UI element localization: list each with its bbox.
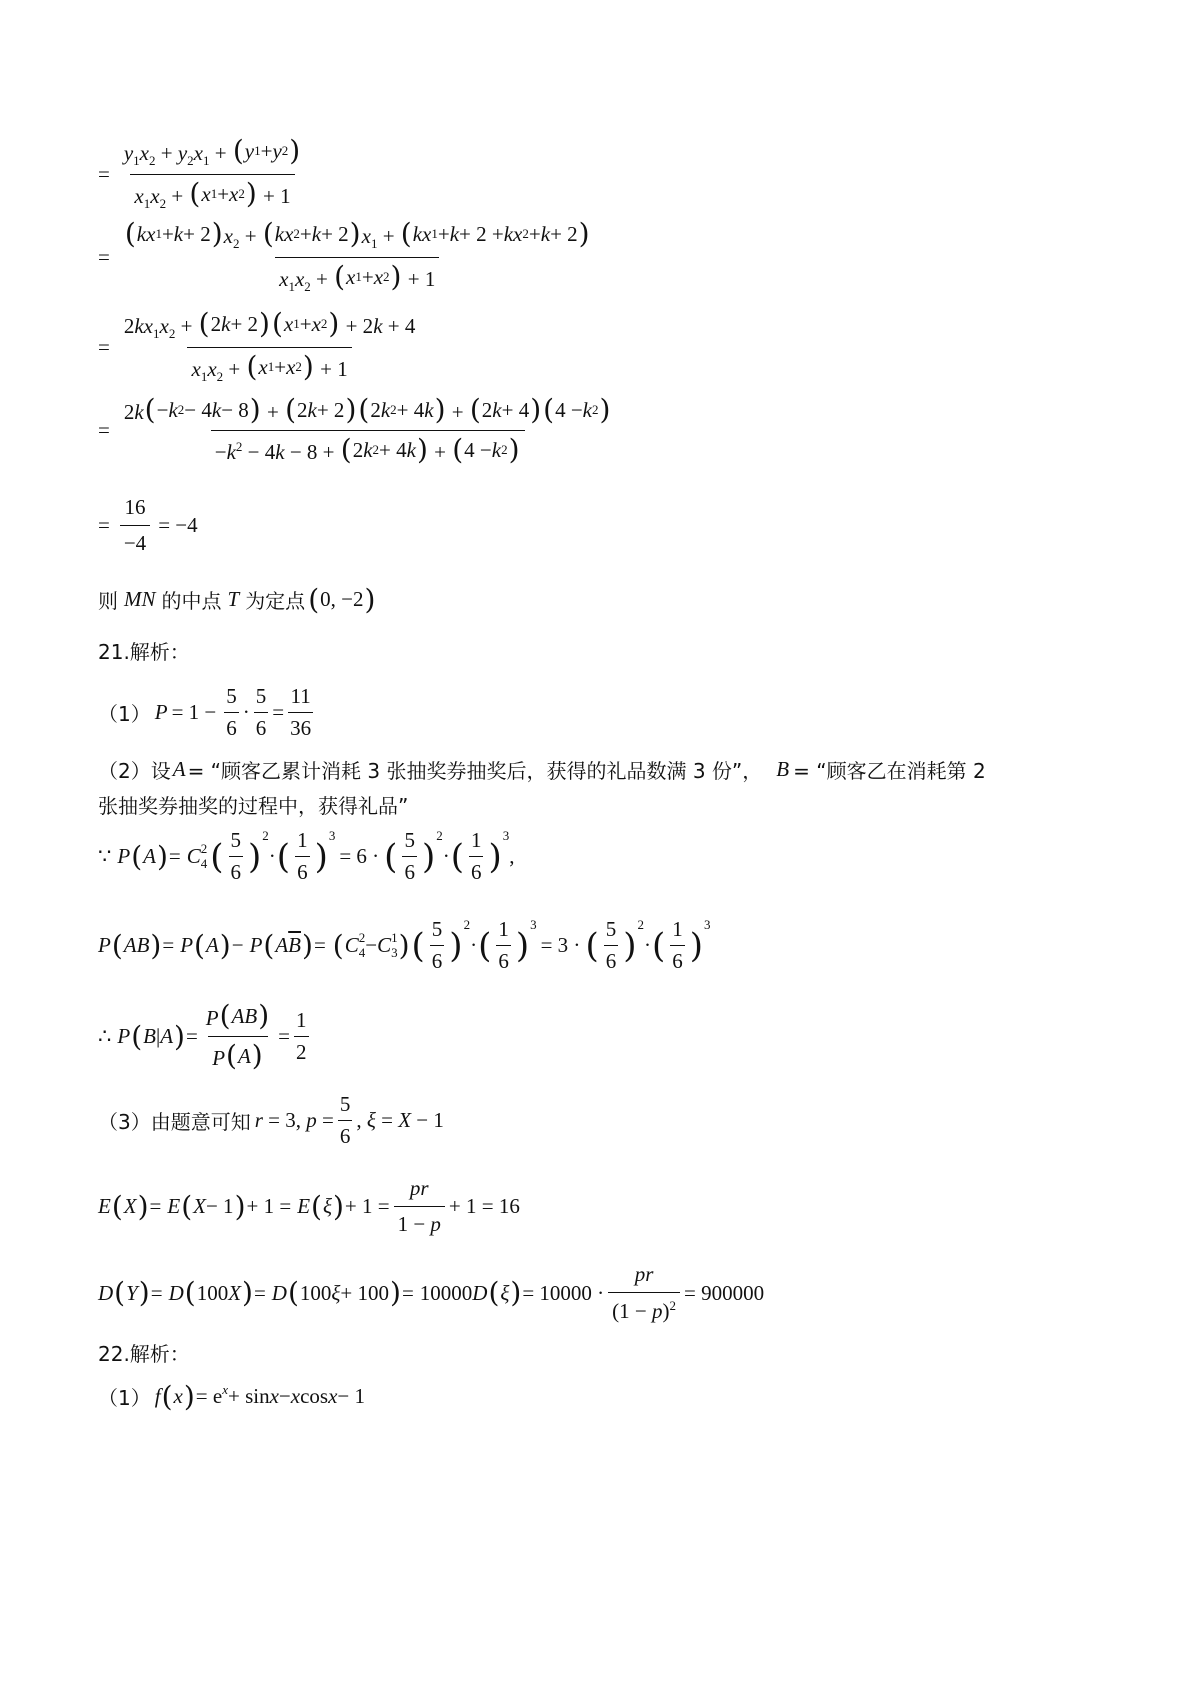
conclusion-line: 则 MN 的中点 T 为定点 ( 0, −2 ) — [98, 582, 376, 616]
q21-part3: （3）由题意可知 r = 3, p = $\frac{5}{6}$ , ξ = X − 1 — [98, 1092, 444, 1148]
q21-part2-def: （2）设 A = “顾客乙累计消耗 3 张抽奖券抽奖后，获得的礼品数满 3 份”， B = “顾客乙在消耗第 2 — [98, 757, 986, 783]
derivation-line-1: = $y_1x_2 + y_2x_1$ + ( y 1 + y 2 ) $x_1x_2$ + ( x 1 + x 2 ) + 1 — [98, 137, 309, 212]
q21-ex: E ( X ) = E ( X − 1 ) + 1 = E ( ξ ) + 1 = $\frac{pr}{1 - p}$ + 1 = 16 — [98, 1176, 520, 1236]
q21-pab: P ( AB ) = P ( A ) − P ( A $\overline{B}$ ) = ( C 2 4 − C 1 3 ) ( $\frac{5}{6}$ ) $^2$ · ( $\frac{1}{6}$ ) $^3$ = 3 · ( $\frac{5}{6}$ ) $^2$ · ( $\frac{1}{6}$ ) $^3$ — [98, 917, 711, 973]
q22-part1: （1） f ( x ) = e $^x$ + sin x − x cos x − 1 — [98, 1379, 366, 1413]
fraction: $y_1x_2 + y_2x_1$ + ( y 1 + y 2 ) $x_1x_2$ + ( x 1 + x 2 ) + 1 — [123, 134, 301, 212]
fraction: $\frac{16}{-4}$ — [120, 495, 150, 556]
fraction: $2kx_1x_2$ + ( 2 k + 2 ) ( x 1 + x 2 ) + 2k + 4 $x_1x_2$ + ( x 1 + x 2 ) + 1 — [123, 307, 416, 385]
q22-heading: 22.解析： — [98, 1342, 190, 1366]
q21-part2-def-cont: 张抽奖券抽奖的过程中，获得礼品” — [98, 794, 409, 818]
q21-pba: ∴ P ( B | A ) = P ( AB ) P ( A ) = $\frac{1}{2}$ — [98, 999, 307, 1072]
q21-pa: ∵ P ( A ) = C 2 4 ( $\frac{5}{6}$ ) $^2$ · ( $\frac{1}{6}$ ) $^3$ = 6 · ( $\frac{5}{6}$ ) $^2$ · ( $\frac{1}{6}$ ) $^3$ , — [98, 828, 515, 884]
derivation-line-4: = 2k ( − k 2 − 4 k − 8 ) + ( 2 k + 2 ) ( 2 k 2 + 4 k ) + ( 2 k + 4 ) ( 4 − k 2 ) $-k^2 - 4k - 8$ + ( 2 k 2 + 4 k ) + ( 4 − k 2 ) — [98, 396, 619, 465]
q21-part1: （1） P = 1 − $\frac{5}{6}$ · $\frac{5}{6}$ = $\frac{11}{36}$ — [98, 684, 312, 740]
q21-dy: D ( Y ) = D ( 100 X ) = D ( 100 ξ + 100 ) = 10000 D ( ξ ) = 10000 · $\frac{pr}{(1 - p)^2}$ = 900000 — [98, 1262, 765, 1323]
derivation-line-2: = ( kx 1 + k + 2 ) $x_2$ + ( kx 2 + k + 2 ) $x_1$ + ( kx 1 + k + 2 + kx 2 + k + 2 ) $x_1x_2$ + ( x 1 + x 2 ) + 1 — [98, 220, 599, 295]
q21-heading: 21.解析： — [98, 640, 190, 664]
derivation-line-5: = $\frac{16}{-4}$ = −4 — [98, 495, 198, 555]
fraction: 2k ( − k 2 − 4 k − 8 ) + ( 2 k + 2 ) ( 2 k 2 + 4 k ) + ( 2 k + 4 ) ( 4 − k 2 ) $-k^2 - 4k - 8$ + ( 2 k 2 + 4 k ) + ( 4 − k 2 ) — [123, 393, 611, 466]
fraction: ( kx 1 + k + 2 ) $x_2$ + ( kx 2 + k + 2 ) $x_1$ + ( kx 1 + k + 2 + kx 2 + k + 2 ) $x_1x_2$ + ( x 1 + x 2 ) + 1 — [124, 217, 590, 295]
derivation-line-3: = $2kx_1x_2$ + ( 2 k + 2 ) ( x 1 + x 2 ) + 2k + 4 $x_1x_2$ + ( x 1 + x 2 ) + 1 — [98, 310, 423, 385]
